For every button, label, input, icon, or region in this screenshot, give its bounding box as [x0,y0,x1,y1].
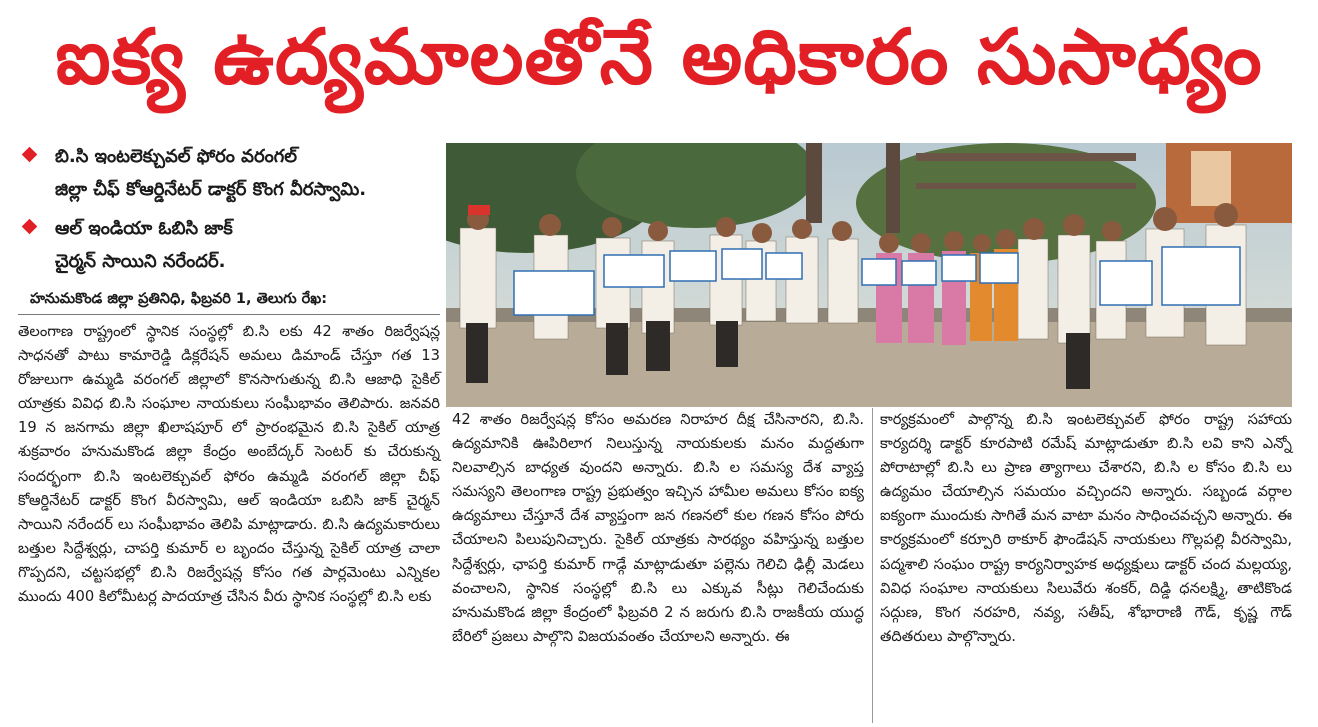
article-column-3: కార్యక్రమంలో పాల్గొన్న బి.సి ఇంటలెక్చువల్ ఫోరం రాష్ట్ర సహాయ కార్యదర్శి డాక్టర్ కూరపాటి రమేష్ మాట్లాడుతూ బి.సి లవి కాని ఎన్నో పోరాటాల్లో బి.సి లు ప్రాణ త్యాగాలు చేశారని, బి.సి ల కోసం బి.సి లు ఉద్యమం చేయాల్సిన సమయం వచ్చిందని అన్నారు. సబ్బండ వర్గాల ఐక్యంగా ముందుకు సాగితే మన వాటా మనం సాధించవచ్చని అన్నారు. ఈ కార్యక్రమంలో కర్పూరి ఠాకూర్ ఫౌండేషన్ నాయకులు గొల్లపల్లి వీరస్వామి, పద్మశాలి సంఘం రాష్ట్ర కార్యనిర్వాహక అధ్యక్షులు డాక్టర్ చంద మల్లయ్య, వివిధ సంఘాల నాయకులు సిలువేరు శంకర్, దిడ్డి ధనలక్ష్మి, తాటికొండ సద్గుణ, కొంగ నరహరి, నవ్య, సతీష్, శోభారాణి గౌడ్, కృష్ణ గౌడ్ తదితరులు పాల్గొన్నారు. [880,411,1292,645]
divider [18,314,440,315]
article-column-1: తెలంగాణ రాష్ట్రంలో స్థానిక సంస్థల్లో బి.సి లకు 42 శాతం రిజర్వేషన్ల సాధనతో పాటు కామారెడ్డి డిక్లరేషన్ అమలు డిమాండ్ చేస్తూ గత 13 రోజులుగా ఉమ్మడి వరంగల్ జిల్లాలో కొనసాగుతున్న బి.సి ఆజాధి సైకిల్ యాత్రకు వివిధ బి.సి సంఘాల నాయకులు సంఘీభావం తెలిపారు. జనవరి 19 న జనగామ జిల్లా ఖిలాషపూర్ లో ప్రారంభమైన బి.సి సైకిల్ యాత్ర శుక్రవారం హనుమకొండ జిల్లా కేంద్రం అంబేద్కర్ సెంటర్ కు చేరుకున్న సందర్భంగా బి.సి ఇంటలెక్చువల్ ఫోరం ఉమ్మడి వరంగల్ జిల్లా చీఫ్ కోఆర్డినేటర్ డాక్టర్ కొంగ వీరస్వామి, ఆల్ ఇండియా ఒబిసి జాక్ చైర్మన్ సాయిని నరేందర్ లు సంఘీభావం తెలిపి మాట్లాడారు. బి.సి ఉద్యమకారులు బత్తుల సిద్దేశ్వర్లు, చాపర్తి కుమార్ ల బృందం చేస్తున్న సైకిల్ యాత్ర చాలా గొప్పదని, చట్టసభల్లో బి.సి రిజర్వేషన్ల కోసం గత పార్లమెంటు ఎన్నికల ముందు 400 కిలోమీటర్ల పాదయాత్ర చేసిన వీరు స్థానిక సంస్థల్లో బి.సి లకు [18,323,440,606]
highlight-line: బి.సి ఇంటలెక్చువల్ ఫోరం వరంగల్ [55,146,298,167]
column-divider [872,408,873,723]
rally-photo [446,143,1292,407]
diamond-bullet-icon [22,219,38,235]
highlight-item [18,212,438,278]
highlight-line: జిల్లా చీఫ్ కోఆర్డినేటర్ డాక్టర్ కొంగ వీరస్వామి. [55,179,367,200]
highlight-text [55,140,366,206]
article-column-2: 42 శాతం రిజర్వేషన్ల కోసం అమరణ నిరాహర దీక్ష చేసినారని, బి.సి. ఉద్యమానికి ఊపిరిలాగ నిలుస్తున్న నాయకులకు మనం మద్దతుగా నిలవాల్సిన బాధ్యత వుందని అన్నారు. బి.సి ల సమస్య దేశ వ్యాప్త సమస్యని తెలంగాణ రాష్ట్ర ప్రభుత్వం ఇచ్చిన హామీల అమలు కోసం ఐక్య ఉద్యమాలు చేస్తూనే దేశ వ్యాప్తంగా జన గణనలో కుల గణన కోసం పోరు చేయాలని పిలుపునిచ్చారు. సైకిల్ యాత్రకు సారథ్యం వహిస్తున్న బత్తుల సిద్దేశ్వర్లు, ఛాపర్తి కుమార్ గాడ్గే మాట్లాడుతూ పల్లెను గెలిచి ఢిల్లీ మెడలు వంచాలని, స్థానిక సంస్థల్లో బి.సి లు ఎక్కువ సీట్లు గెలిచేందుకు హనుమకొండ జిల్లా కేంద్రంలో ఫిబ్రవరి 2 న జరుగు బి.సి రాజకీయ యుద్ధ బేరిలో ప్రజలు పాల్గొని విజయవంతం చేయాలని అన్నారు. ఈ [452,411,864,645]
headline: ఐక్య ఉద్యమాలతోనే అధికారం సుసాధ్యం [55,12,1263,101]
highlight-text [55,212,233,278]
highlights-list [18,140,438,284]
highlight-line: చైర్మన్ సాయిని నరేందర్. [55,251,226,272]
highlight-item [18,140,438,206]
dateline: హనుమకొండ జిల్లా ప్రతినిధి, ఫిబ్రవరి 1, తెలుగు రేఖ: [30,291,328,307]
highlight-line: ఆల్ ఇండియా ఓబిసి జాక్ [55,218,233,239]
diamond-bullet-icon [22,147,38,163]
group-photo-illustration [446,143,1292,407]
